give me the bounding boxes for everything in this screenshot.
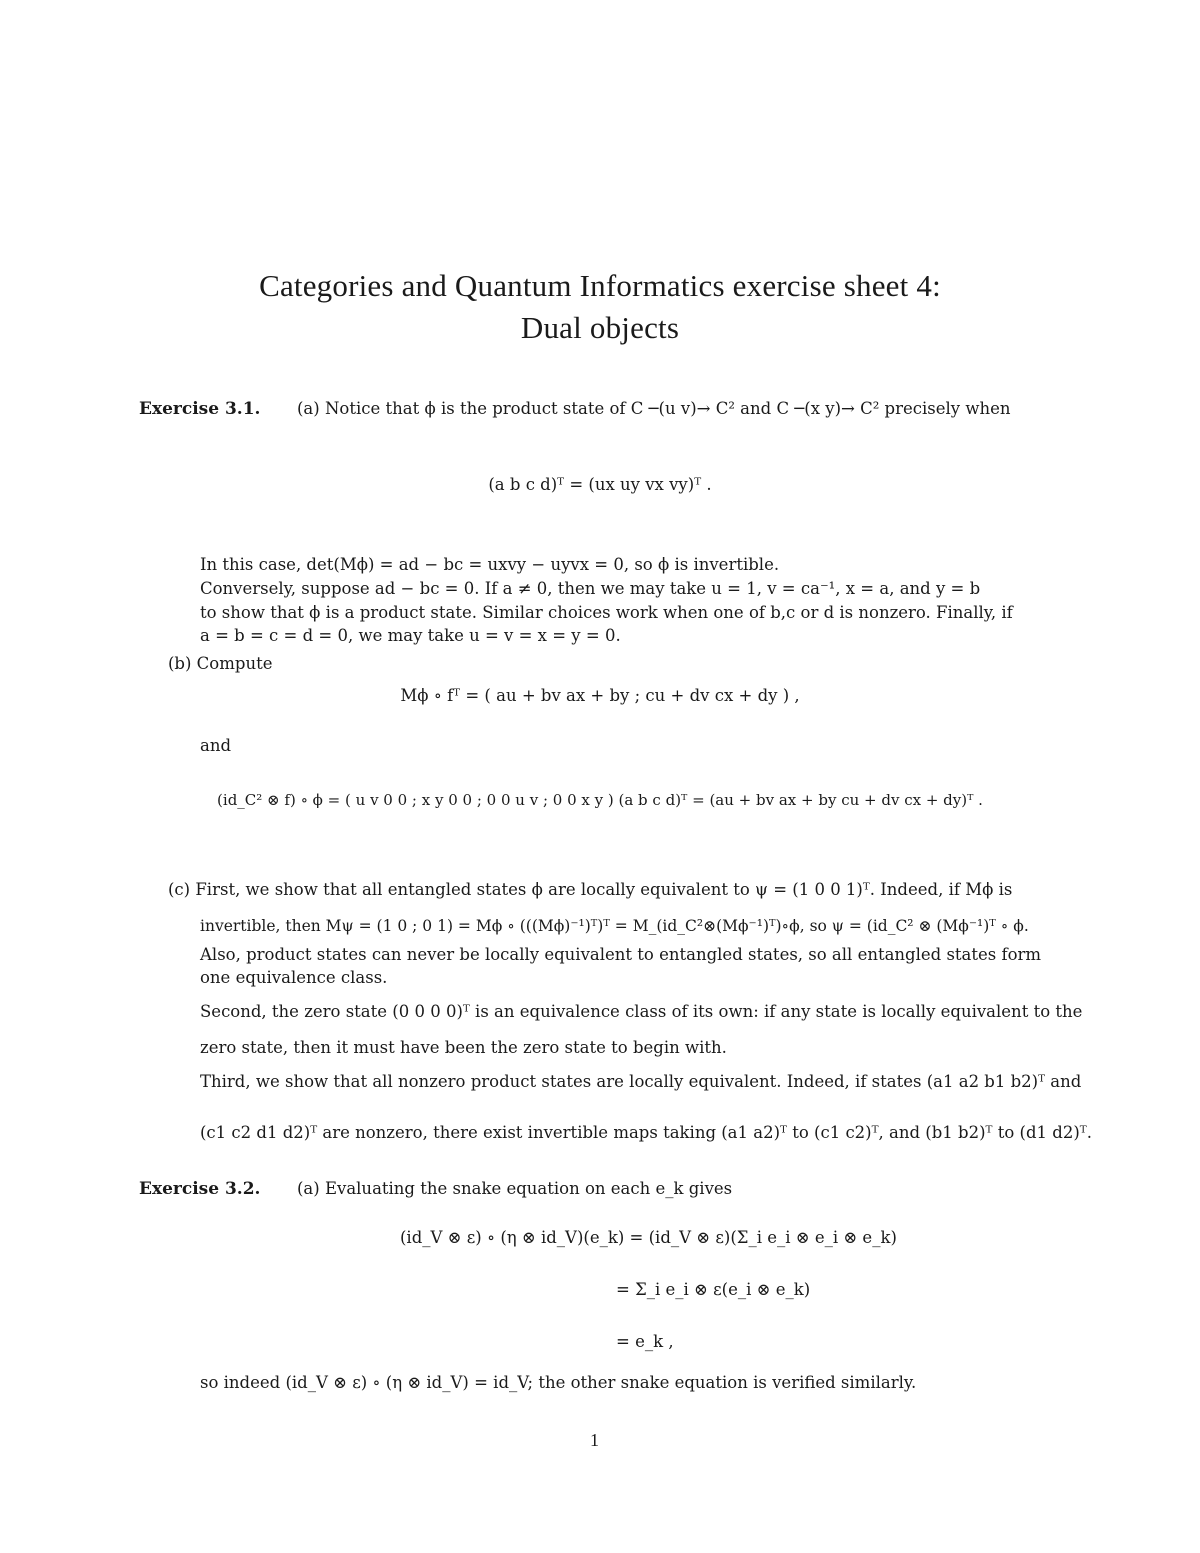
part-b-label: (b) Compute bbox=[168, 654, 273, 673]
paragraph-a-4: a = b = c = d = 0, we may take u = v = x = y = 0. bbox=[200, 626, 621, 645]
page-title: Categories and Quantum Informatics exercise sheet 4: bbox=[259, 268, 941, 303]
snake-equation-line-3: = e_k , bbox=[616, 1332, 674, 1351]
snake-equation-line-2: = Σ_i e_i ⊗ ε(e_i ⊗ e_k) bbox=[616, 1280, 811, 1299]
page-subtitle: Dual objects bbox=[520, 310, 680, 345]
paragraph-c-4: one equivalence class. bbox=[200, 968, 388, 987]
paragraph-a-3: to show that ϕ is a product state. Similar choices work when one of b,c or d is nonzero. Finally, if bbox=[200, 603, 1013, 622]
paragraph-a-2: Conversely, suppose ad − bc = 0. If a ≠ 0, then we may take u = 1, v = ca⁻¹, x = a, and y = b bbox=[200, 579, 981, 598]
page-number: 1 bbox=[590, 1430, 599, 1450]
snake-conclusion: so indeed (id_V ⊗ ε) ∘ (η ⊗ id_V) = id_V; the other snake equation is verified similarly. bbox=[200, 1373, 917, 1392]
paragraph-c-7: Third, we show that all nonzero product states are locally equivalent. Indeed, if states (a1 a2 b1 b2)ᵀ and bbox=[200, 1072, 1082, 1091]
equation-m-phi-f: Mϕ ∘ fᵀ = ( au + bv ax + by ; cu + dv cx + dy ) , bbox=[400, 686, 800, 705]
exercise-3-1-heading: Exercise 3.1. bbox=[139, 399, 261, 419]
equation-product-state: (a b c d)ᵀ = (ux uy vx vy)ᵀ . bbox=[488, 475, 712, 494]
exercise-3-2-a-intro: (a) Evaluating the snake equation on each e_k gives bbox=[297, 1179, 733, 1198]
snake-equation-line-1: (id_V ⊗ ε) ∘ (η ⊗ id_V)(e_k) = (id_V ⊗ ε)(Σ_i e_i ⊗ e_i ⊗ e_k) bbox=[400, 1228, 897, 1247]
paragraph-c-1: (c) First, we show that all entangled states ϕ are locally equivalent to ψ = (1 0 0 1)ᵀ. Indeed, if Mϕ is bbox=[168, 880, 1013, 899]
and-text: and bbox=[200, 736, 232, 755]
paragraph-c-2: invertible, then Mψ = (1 0 ; 0 1) = Mϕ ∘ (((Mϕ)⁻¹)ᵀ)ᵀ = M_(id_C²⊗(Mϕ⁻¹)ᵀ)∘ϕ, so ψ = (id_C² ⊗ (Mϕ⁻¹)ᵀ ∘ ϕ. bbox=[200, 917, 1029, 935]
paragraph-a-1: In this case, det(Mϕ) = ad − bc = uxvy − uyvx = 0, so ϕ is invertible. bbox=[200, 555, 780, 574]
equation-id-tensor-f: (id_C² ⊗ f) ∘ ϕ = ( u v 0 0 ; x y 0 0 ; 0 0 u v ; 0 0 x y ) (a b c d)ᵀ = (au + bv ax + by cu + dv cx + dy)ᵀ . bbox=[217, 791, 983, 809]
paragraph-c-8: (c1 c2 d1 d2)ᵀ are nonzero, there exist invertible maps taking (a1 a2)ᵀ to (c1 c2)ᵀ, and (b1 b2)ᵀ to (d1 d2)ᵀ. bbox=[200, 1123, 1092, 1142]
paragraph-c-5: Second, the zero state (0 0 0 0)ᵀ is an equivalence class of its own: if any state is locally equivalent to the bbox=[200, 1002, 1083, 1021]
paragraph-c-6: zero state, then it must have been the zero state to begin with. bbox=[200, 1038, 727, 1057]
exercise-3-2-heading: Exercise 3.2. bbox=[139, 1179, 261, 1199]
paragraph-c-3: Also, product states can never be locally equivalent to entangled states, so all entangled states form bbox=[200, 945, 1042, 964]
exercise-3-1-a-intro: (a) Notice that ϕ is the product state of C ─(u v)→ C² and C ─(x y)→ C² precisely when bbox=[297, 399, 1011, 418]
